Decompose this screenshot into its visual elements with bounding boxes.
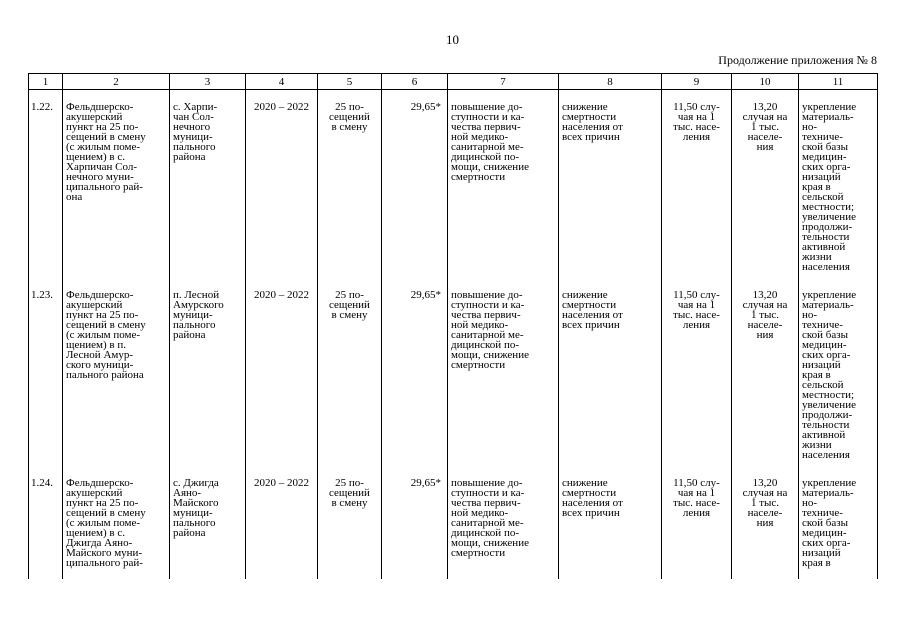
goal-cell: повышение до- ступности и ка- чества первич- ной медико- санитарной ме- дицинской по- мощи, снижение смертности (448, 90, 559, 278)
row-number: 1.23. (29, 278, 63, 466)
table-row (29, 90, 878, 278)
cost-cell: 29,65* (382, 278, 448, 466)
location-cell: п. Лесной Амурского муници- пального района (170, 278, 246, 466)
effect-cell: укрепление материаль- но- техниче- ской базы медицин- ских орга- низаций края в (799, 466, 878, 579)
column-number-row (29, 74, 878, 90)
location-cell: с. Джигда Аяно- Майского муници- пального района (170, 466, 246, 579)
column-number-8: 8 (559, 74, 662, 90)
cost-cell: 29,65* (382, 90, 448, 278)
capacity-cell: 25 по- сещений в смену (318, 466, 382, 579)
base-value-cell: 11,50 слу- чая на 1 тыс. насе- ления (662, 278, 732, 466)
object-name-cell: Фельдшерско- акушерский пункт на 25 по- сещений в смену (с жилым поме- щением) в с. Джигда Аяно- Майского муни- ципального рай- (63, 466, 170, 579)
effect-cell: укрепление материаль- но- техниче- ской базы медицин- ских орга- низаций края в сельской местности; увеличение продолжи- тельности активной жизни населения (799, 90, 878, 278)
column-number-10: 10 (732, 74, 799, 90)
goal-cell: повышение до- ступности и ка- чества первич- ной медико- санитарной ме- дицинской по- мощи, снижение смертности (448, 278, 559, 466)
target-value-cell: 13,20 случая на 1 тыс. населе- ния (732, 278, 799, 466)
column-number-11: 11 (799, 74, 878, 90)
target-value-cell: 13,20 случая на 1 тыс. населе- ния (732, 466, 799, 579)
table-row (29, 466, 878, 579)
target-value-cell: 13,20 случая на 1 тыс. населе- ния (732, 90, 799, 278)
capacity-cell: 25 по- сещений в смену (318, 278, 382, 466)
column-number-6: 6 (382, 74, 448, 90)
program-table (28, 73, 878, 579)
table-row (29, 278, 878, 466)
row-number: 1.22. (29, 90, 63, 278)
column-number-2: 2 (63, 74, 170, 90)
page-number: 10 (446, 32, 459, 47)
base-value-cell: 11,50 слу- чая на 1 тыс. насе- ления (662, 466, 732, 579)
column-number-1: 1 (29, 74, 63, 90)
period-cell: 2020 – 2022 (246, 278, 318, 466)
column-number-7: 7 (448, 74, 559, 90)
location-cell: с. Харпи- чан Сол- нечного муници- пального района (170, 90, 246, 278)
goal-cell: повышение до- ступности и ка- чества первич- ной медико- санитарной ме- дицинской по- мощи, снижение смертности (448, 466, 559, 579)
column-number-9: 9 (662, 74, 732, 90)
capacity-cell: 25 по- сещений в смену (318, 90, 382, 278)
indicator-cell: снижение смертности населения от всех причин (559, 90, 662, 278)
period-cell: 2020 – 2022 (246, 466, 318, 579)
effect-cell: укрепление материаль- но- техниче- ской базы медицин- ских орга- низаций края в сельской местности; увеличение продолжи- тельности активной жизни населения (799, 278, 878, 466)
appendix-caption: Продолжение приложения № 8 (718, 53, 877, 67)
column-number-4: 4 (246, 74, 318, 90)
indicator-cell: снижение смертности населения от всех причин (559, 466, 662, 579)
row-number: 1.24. (29, 466, 63, 579)
base-value-cell: 11,50 слу- чая на 1 тыс. насе- ления (662, 90, 732, 278)
object-name-cell: Фельдшерско- акушерский пункт на 25 по- сещений в смену (с жилым поме- щением) в п. Лесной Амур- ского муници- пального района (63, 278, 170, 466)
object-name-cell: Фельдшерско- акушерский пункт на 25 по- сещений в смену (с жилым поме- щением) в с. Харпичан Сол- нечного муни- ципального рай- она (63, 90, 170, 278)
cost-cell: 29,65* (382, 466, 448, 579)
period-cell: 2020 – 2022 (246, 90, 318, 278)
indicator-cell: снижение смертности населения от всех причин (559, 278, 662, 466)
column-number-3: 3 (170, 74, 246, 90)
column-number-5: 5 (318, 74, 382, 90)
